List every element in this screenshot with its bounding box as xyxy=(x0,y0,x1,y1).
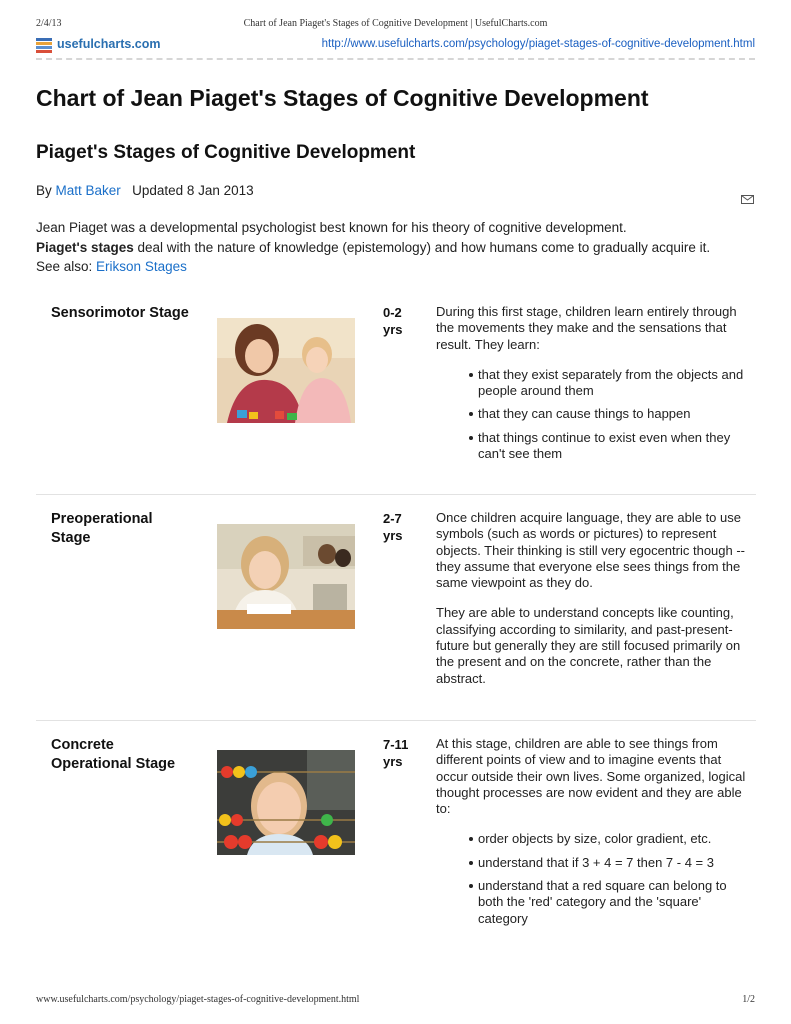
child-abacus-photo xyxy=(217,750,355,855)
list-item: that they exist separately from the objects and people around them xyxy=(478,367,746,400)
intro-paragraph xyxy=(36,218,736,277)
byline xyxy=(36,183,254,198)
erikson-stages-link[interactable]: Erikson Stages xyxy=(96,259,187,274)
list-item: that they can cause things to happen xyxy=(478,406,746,422)
list-item: order objects by size, color gradient, etc. xyxy=(478,831,746,847)
stage-name: Concrete Operational Stage xyxy=(51,737,176,772)
stage-paragraph: They are able to understand concepts like counting, classifying according to similarity, and past-present-future but generally they are still focused primarily on the present and on the concrete, rather than the abstract. xyxy=(436,605,741,686)
site-url-link[interactable]: http://www.usefulcharts.com/psychology/piaget-stages-of-cognitive-development.html xyxy=(321,38,755,50)
page-number: 1/2 xyxy=(742,994,755,1005)
print-date: 2/4/13 xyxy=(36,18,62,29)
updated-date: Updated 8 Jan 2013 xyxy=(132,183,254,198)
page-title: Chart of Jean Piaget's Stages of Cognitive Development xyxy=(36,85,649,111)
stage-row-preoperational xyxy=(36,510,756,715)
girl-reading-photo xyxy=(217,524,355,629)
intro-line1: Jean Piaget was a developmental psychologist best known for his theory of cognitive development. xyxy=(36,220,627,235)
divider xyxy=(36,494,756,495)
email-icon[interactable] xyxy=(741,195,754,204)
divider xyxy=(36,720,756,721)
stage-row-concrete-operational xyxy=(36,736,756,976)
stage-bullet-list xyxy=(436,367,746,462)
stage-description xyxy=(436,736,746,934)
stage-name: Sensorimotor Stage xyxy=(51,305,189,321)
list-item: understand that if 3 + 4 = 7 then 7 - 4 = 3 xyxy=(478,855,746,871)
stage-name: Preoperational Stage xyxy=(51,511,153,546)
print-header xyxy=(36,18,755,32)
stage-paragraph: Once children acquire language, they are able to use symbols (such as words or pictures) to represent objects. Their thinking is still very egocentric though -- they assume that everyone else sees things from the same viewpoint as they do. xyxy=(436,510,746,591)
stage-paragraph: During this first stage, children learn entirely through the movements they make and the sensations that result. They learn: xyxy=(436,304,737,352)
list-item: understand that a red square can belong to both the 'red' category and the 'square' category xyxy=(478,878,746,927)
stage-age: 0-2 yrs xyxy=(383,305,403,337)
intro-rest: deal with the nature of knowledge (epistemology) and how humans come to gradually acquire it. See also: xyxy=(36,239,711,274)
mother-child-photo xyxy=(217,318,355,423)
author-link[interactable]: Matt Baker xyxy=(55,183,121,198)
stage-age: 7-11 yrs xyxy=(383,737,409,769)
intro-bold: Piaget's stages xyxy=(36,239,134,255)
article-subtitle: Piaget's Stages of Cognitive Development xyxy=(36,142,416,163)
list-item: that things continue to exist even when they can't see them xyxy=(478,430,746,463)
byline-by: By xyxy=(36,183,52,198)
stage-row-sensorimotor xyxy=(36,304,756,494)
stage-description xyxy=(436,304,746,469)
print-footer-url: www.usefulcharts.com/psychology/piaget-stages-of-cognitive-development.html xyxy=(36,994,360,1005)
stage-description xyxy=(436,510,746,701)
stage-bullet-list xyxy=(436,831,746,926)
site-bar xyxy=(36,36,755,60)
print-doc-title: Chart of Jean Piaget's Stages of Cognitive Development | UsefulCharts.com xyxy=(243,18,548,29)
stage-paragraph: At this stage, children are able to see things from different points of view and to imagine events that occur outside their own lives. Some organized, logical thought processes are now evident and they are able to: xyxy=(436,736,746,817)
site-name-link[interactable]: usefulcharts.com xyxy=(57,37,161,51)
stage-age: 2-7 yrs xyxy=(383,511,403,543)
print-footer xyxy=(36,994,755,1005)
usefulcharts-logo-icon xyxy=(36,38,52,53)
